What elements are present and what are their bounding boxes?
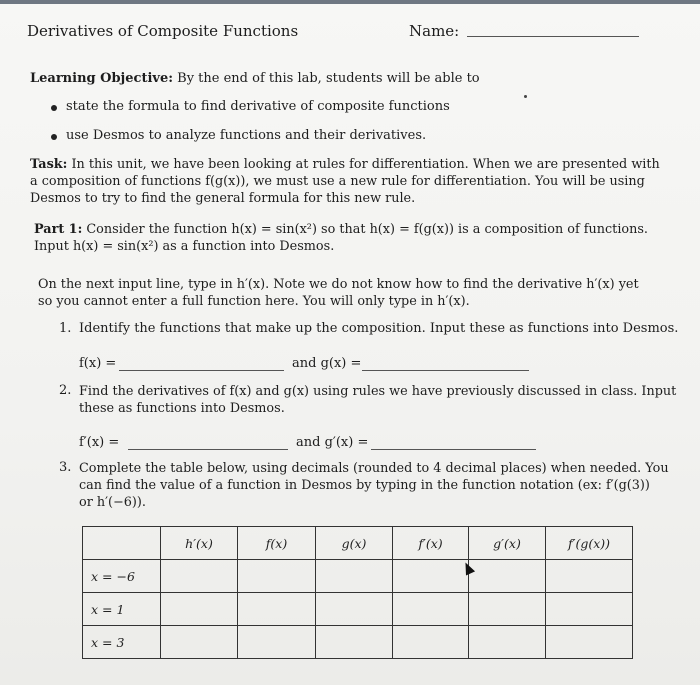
row-label-x-3: x = 3 bbox=[83, 626, 161, 659]
answer-cell[interactable] bbox=[161, 560, 238, 593]
row-label-x-neg6: x = −6 bbox=[83, 560, 161, 593]
name-label: Name: bbox=[409, 22, 460, 40]
speck bbox=[524, 95, 527, 98]
answer-cell[interactable] bbox=[238, 593, 316, 626]
table-row bbox=[83, 626, 633, 659]
answer-cell[interactable] bbox=[316, 593, 393, 626]
table-row bbox=[83, 593, 633, 626]
answer-cell[interactable] bbox=[393, 560, 469, 593]
part1-paragraph bbox=[34, 221, 648, 255]
part1-line-2: Input h(x) = sin(x²) as a function into Desmos. bbox=[34, 239, 335, 254]
task-label: Task: bbox=[30, 157, 68, 172]
q3-number: 3. bbox=[59, 460, 72, 475]
answer-cell[interactable] bbox=[161, 626, 238, 659]
fprime-answer-blank[interactable] bbox=[128, 449, 288, 450]
objective-bullet-1: state the formula to find derivative of composite functions bbox=[66, 99, 450, 114]
q2-line-1: Find the derivatives of f(x) and g(x) using rules we have previously discussed in class. Input bbox=[79, 384, 677, 399]
bullet-icon bbox=[51, 134, 57, 140]
q2-number: 2. bbox=[59, 383, 72, 398]
answer-cell[interactable] bbox=[316, 560, 393, 593]
header-fprime: f′(x) bbox=[393, 527, 469, 560]
task-paragraph bbox=[30, 156, 660, 207]
note-line-2: so you cannot enter a full function here. You will only type in h′(x). bbox=[38, 294, 470, 309]
page-title: Derivatives of Composite Functions bbox=[27, 22, 299, 40]
q3-line-2: can find the value of a function in Desmos by typing in the function notation (ex: f′(g(3)) bbox=[79, 478, 650, 493]
q2-line-2: these as functions into Desmos. bbox=[79, 401, 285, 416]
row-label-x-1: x = 1 bbox=[83, 593, 161, 626]
answer-cell[interactable] bbox=[238, 560, 316, 593]
note-paragraph bbox=[38, 276, 639, 310]
answer-cell[interactable] bbox=[546, 626, 633, 659]
bullet-icon bbox=[51, 105, 57, 111]
q2-gprime-label: and g′(x) = bbox=[296, 435, 369, 450]
window-top-edge bbox=[0, 0, 700, 4]
answer-cell[interactable] bbox=[393, 626, 469, 659]
part1-line-1: Consider the function h(x) = sin(x²) so that h(x) = f(g(x)) is a composition of functions. bbox=[86, 222, 648, 237]
answer-cell[interactable] bbox=[546, 560, 633, 593]
f-answer-blank[interactable] bbox=[119, 370, 284, 371]
answer-cell[interactable] bbox=[238, 626, 316, 659]
q2-fprime-label: f′(x) = bbox=[79, 435, 120, 450]
answer-cell[interactable] bbox=[393, 593, 469, 626]
q1-text: Identify the functions that make up the composition. Input these as functions into Desmos. bbox=[79, 321, 679, 336]
note-line-1: On the next input line, type in h′(x). Note we do not know how to find the derivative h′(x) yet bbox=[38, 277, 639, 292]
answer-cell[interactable] bbox=[316, 626, 393, 659]
q1-g-label: and g(x) = bbox=[292, 356, 362, 371]
q2-text bbox=[79, 383, 676, 417]
header-hprime: h′(x) bbox=[161, 527, 238, 560]
table-row bbox=[83, 560, 633, 593]
name-blank-line[interactable] bbox=[467, 36, 639, 37]
gprime-answer-blank[interactable] bbox=[371, 449, 536, 450]
g-answer-blank[interactable] bbox=[362, 370, 529, 371]
answer-cell[interactable] bbox=[469, 593, 546, 626]
task-line-2: a composition of functions f(g(x)), we must use a new rule for differentiation. You will be using bbox=[30, 174, 645, 189]
q3-line-3: or h′(−6)). bbox=[79, 495, 146, 510]
answer-cell[interactable] bbox=[161, 593, 238, 626]
header-fprime-of-g: f′(g(x)) bbox=[546, 527, 633, 560]
q1-number: 1. bbox=[59, 321, 72, 336]
task-line-1: In this unit, we have been looking at rules for differentiation. When we are presented with bbox=[71, 157, 660, 172]
header-g: g(x) bbox=[316, 527, 393, 560]
header-gprime: g′(x) bbox=[469, 527, 546, 560]
objective-label: Learning Objective: bbox=[30, 71, 174, 86]
objective-line bbox=[30, 71, 480, 86]
table-corner-cell bbox=[83, 527, 161, 560]
table-header-row bbox=[83, 527, 633, 560]
q3-line-1: Complete the table below, using decimals (rounded to 4 decimal places) when needed. You bbox=[79, 461, 669, 476]
q3-text bbox=[79, 460, 669, 511]
answer-cell[interactable] bbox=[546, 593, 633, 626]
objective-bullet-2: use Desmos to analyze functions and their derivatives. bbox=[66, 128, 427, 143]
part1-label: Part 1: bbox=[34, 222, 83, 237]
answer-cell[interactable] bbox=[469, 560, 546, 593]
task-line-3: Desmos to try to find the general formula for this new rule. bbox=[30, 191, 416, 206]
header-f: f(x) bbox=[238, 527, 316, 560]
answer-cell[interactable] bbox=[469, 626, 546, 659]
q1-f-label: f(x) = bbox=[79, 356, 117, 371]
values-table bbox=[82, 526, 633, 659]
objective-text: By the end of this lab, students will be able to bbox=[177, 71, 480, 86]
